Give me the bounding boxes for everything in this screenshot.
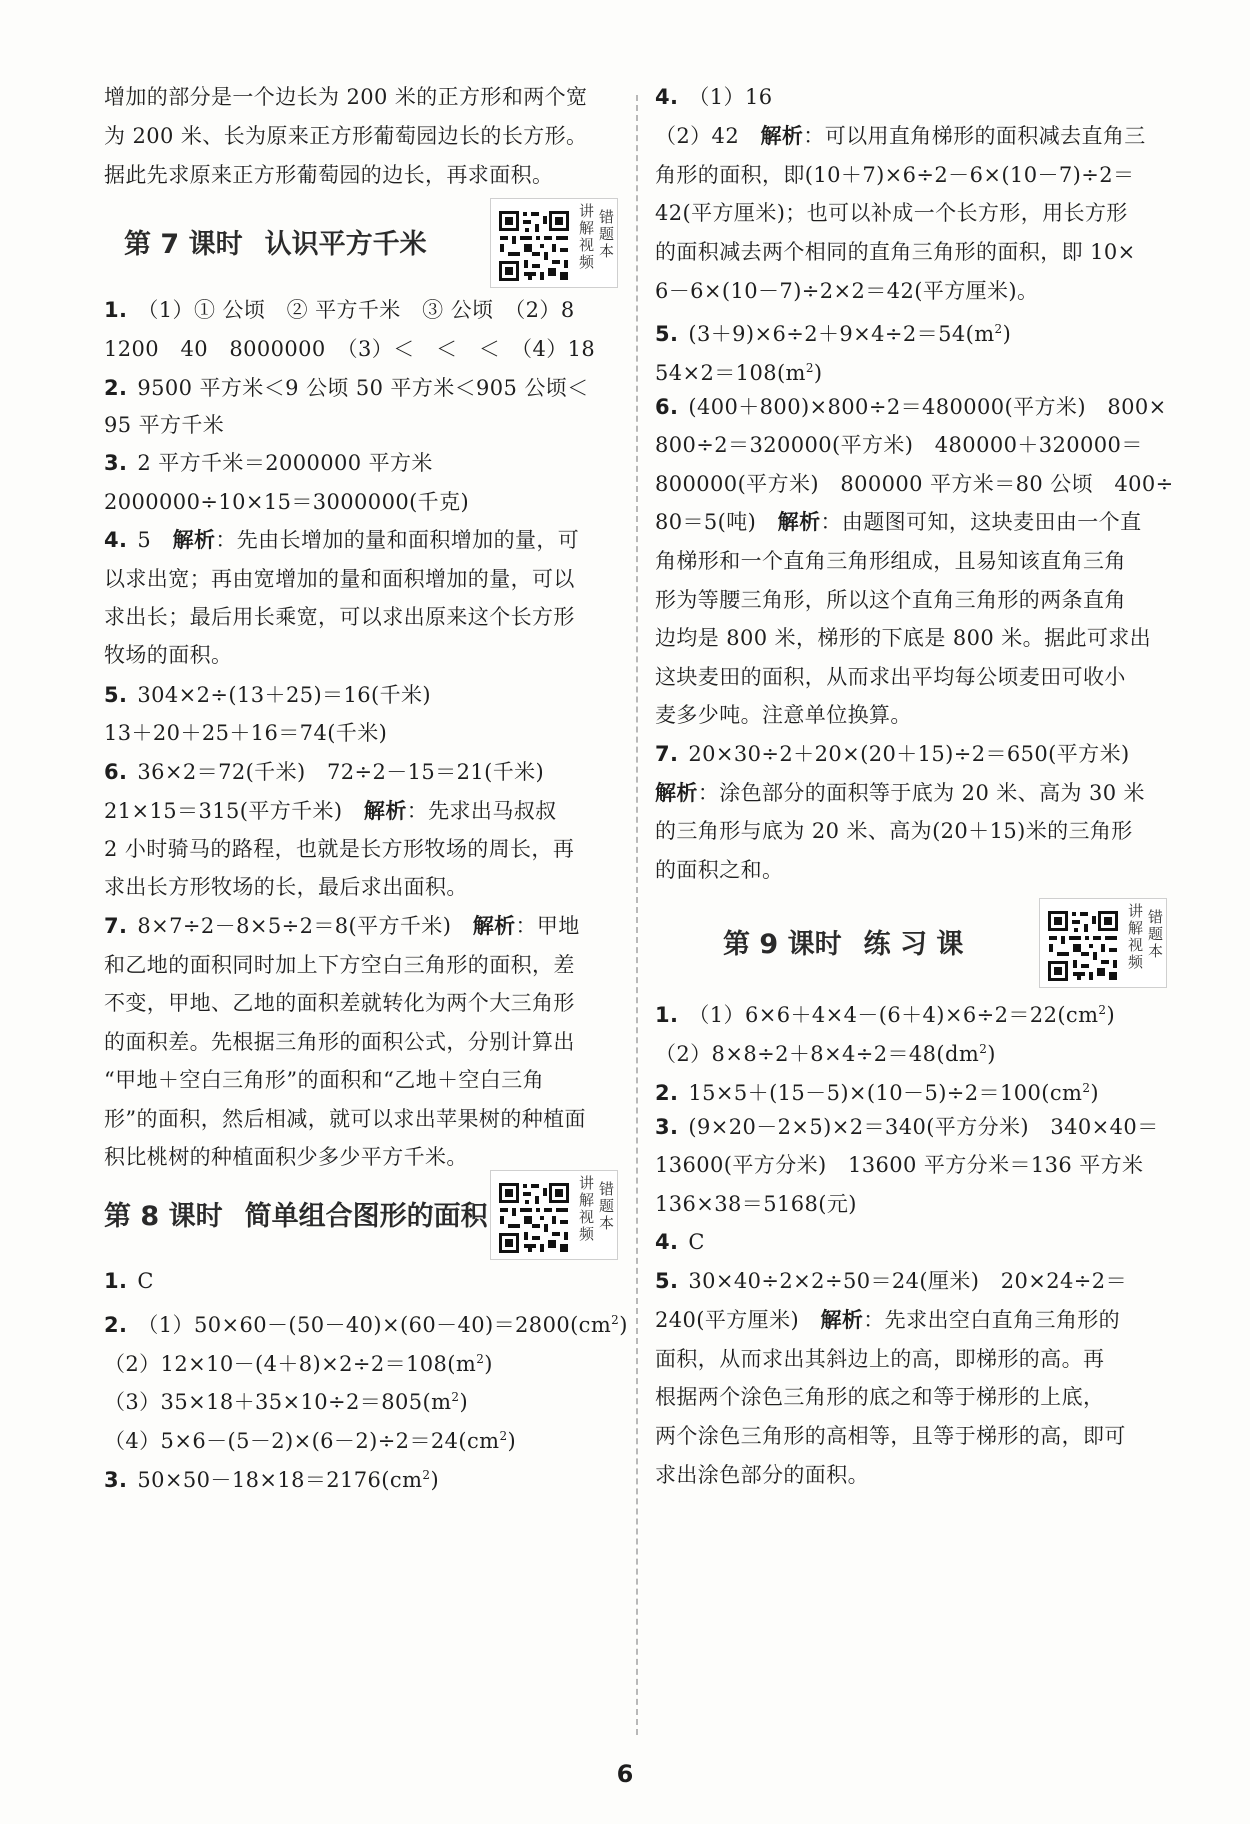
s9-q5-line-2: 240(平方厘米) 解析：先求出空白直角三角形的: [655, 1308, 1121, 1332]
qr-code[interactable]: 讲解视频 错题本: [490, 1170, 618, 1260]
s7-q1-line-2: 1200 40 8000000 （3）＜ ＜ ＜ （4）18: [104, 337, 596, 361]
intro-line-1: 增加的部分是一个边长为 200 米的正方形和两个宽: [104, 85, 588, 109]
r-q6-line-1: 6. (400＋800)×800÷2＝480000(平方米) 800×: [655, 395, 1167, 419]
s7-q6-line-3: 2 小时骑马的路程，也就是长方形牧场的周长，再: [104, 837, 575, 861]
s9-q5-line-3: 面积，从而求出其斜边上的高，即梯形的高。再: [655, 1347, 1105, 1371]
s8-q2-line-2: $(2)12\times 10-(4+8)\times 2\div 2=108(m^2)$: [104, 1352, 493, 1376]
r-q6-line-6: 形为等腰三角形，所以这个直角三角形的两条直角: [655, 588, 1126, 612]
qr-code[interactable]: 讲解视频 错题本: [490, 198, 618, 288]
s7-q7-line-5: “甲地＋空白三角形”的面积和“乙地＋空白三角: [104, 1068, 545, 1092]
s8-q2-line-3: $(3)35\times 18+35\times 10\div 2=805(m^2)$: [104, 1390, 469, 1414]
s7-q5-line-2: 13＋20＋25＋16＝74(千米): [104, 721, 388, 745]
r-q4-line-4: 42(平方厘米)；也可以补成一个长方形，用长方形: [655, 201, 1128, 225]
r-q7-line-3: 的三角形与底为 20 米、高为(20＋15)米的三角形: [655, 819, 1133, 843]
intro-line-3: 据此先求原来正方形葡萄园的边长，再求面积。: [104, 163, 554, 187]
s7-q2-line-1: 2. 9500 平方米＜9 公顷 50 平方米＜905 公顷＜: [104, 376, 589, 400]
s9-q5-line-5: 两个涂色三角形的高相等，且等于梯形的高，即可: [655, 1424, 1126, 1448]
s7-q7-line-3: 不变，甲地、乙地的面积差就转化为两个大三角形: [104, 991, 575, 1015]
s9-q5-line-1: 5. 30×40÷2×2÷50＝24(厘米) 20×24÷2＝: [655, 1269, 1127, 1293]
r-q5-line-1: 5. $(3+9)\times 6\div 2+9\times 4\div 2=54(m^2)$: [655, 322, 1012, 346]
s7-q6-line-1: 6. 36×2＝72(千米) 72÷2－15＝21(千米): [104, 760, 545, 784]
s7-q4-line-1: 4. 5 解析：先由长增加的量和面积增加的量，可: [104, 528, 580, 552]
s9-q5-line-4: 根据两个涂色三角形的底之和等于梯形的上底，: [655, 1385, 1105, 1409]
qr-code-icon: [497, 1181, 573, 1257]
r-q6-line-9: 麦多少吨。注意单位换算。: [655, 703, 912, 727]
section-7-title: 第 7 课时 认识平方千米: [124, 229, 427, 260]
s8-q1: 1. C: [104, 1269, 154, 1293]
section-8-heading: [104, 1170, 620, 1260]
s7-q7-line-7: 积比桃树的种植面积少多少平方千米。: [104, 1145, 468, 1169]
s9-q3-line-1: 3. (9×20－2×5)×2＝340(平方分米) 340×40＝: [655, 1115, 1159, 1139]
r-q6-line-8: 这块麦田的面积，从而求出平均每公顷麦田可收小: [655, 665, 1126, 689]
s7-q3-line-2: 2000000÷10×15＝3000000(千克): [104, 490, 470, 514]
s7-q7-line-1: 7. 8×7÷2－8×5÷2＝8(平方千米) 解析：甲地: [104, 914, 580, 938]
s9-q1-line-1: 1. $(1)6\times 6+4\times 4-(6+4)\times 6\div 2=22(cm^2)$: [655, 1003, 1116, 1027]
section-8-title: 第 8 课时 简单组合图形的面积: [104, 1201, 488, 1232]
r-q4-line-3: 角形的面积，即(10＋7)×6÷2－6×(10－7)÷2＝: [655, 163, 1135, 187]
s7-q4-line-3: 求出长；最后用长乘宽，可以求出原来这个长方形: [104, 605, 575, 629]
s9-q5-line-6: 求出涂色部分的面积。: [655, 1463, 869, 1487]
r-q6-line-7: 边均是 800 米，梯形的下底是 800 米。据此可求出: [655, 626, 1152, 650]
s9-q1-line-2: $(2)8\times 8\div 2+8\times 4\div 2=48(dm^2)$: [655, 1042, 996, 1066]
r-q6-line-4: 80＝5(吨) 解析：由题图可知，这块麦田由一个直: [655, 510, 1142, 534]
r-q6-line-2: 800÷2＝320000(平方米) 480000＋320000＝: [655, 433, 1143, 457]
s7-q4-line-4: 牧场的面积。: [104, 643, 233, 667]
intro-line-2: 为 200 米、长为原来正方形葡萄园边长的长方形。: [104, 124, 588, 148]
r-q5-line-2: $54\times 2=108(m^2)$: [655, 361, 823, 385]
s9-q4: 4. C: [655, 1230, 705, 1254]
qr-code[interactable]: 讲解视频 错题本: [1039, 898, 1167, 988]
s9-q3-line-3: 136×38＝5168(元): [655, 1192, 857, 1216]
section-9-title: 第 9 课时 练 习 课: [723, 929, 964, 960]
page-number: 6: [616, 1760, 634, 1788]
r-q4-line-5: 的面积减去两个相同的直角三角形的面积，即 10×: [655, 240, 1136, 264]
s7-q7-line-2: 和乙地的面积同时加上下方空白三角形的面积，差: [104, 953, 575, 977]
r-q4-line-2: （2）42 解析：可以用直角梯形的面积减去直角三: [655, 124, 1146, 148]
s8-q2-line-4: $(4)5\times 6-(5-2)\times(6-2)\div 2=24(cm^2)$: [104, 1429, 517, 1453]
section-7-heading: [104, 198, 620, 288]
r-q6-line-3: 800000(平方米) 800000 平方米＝80 公顷 400÷: [655, 472, 1174, 496]
column-divider: [636, 95, 638, 1735]
s8-q3: 3. $50\times 50-18\times 18=2176(cm^2)$: [104, 1468, 440, 1492]
s7-q6-line-2: 21×15＝315(平方千米) 解析：先求出马叔叔: [104, 799, 557, 823]
s8-q2-line-1: 2. $(1)50\times 60-(50-40)\times(60-40)=2800(cm^2)$: [104, 1313, 628, 1337]
s7-q7-line-6: 形”的面积，然后相减，就可以求出苹果树的种植面: [104, 1107, 586, 1131]
r-q4-line-6: 6－6×(10－7)÷2×2＝42(平方厘米)。: [655, 279, 1039, 303]
r-q4-line-1: 4. （1）16: [655, 85, 773, 109]
s7-q3-line-1: 3. 2 平方千米＝2000000 平方米: [104, 451, 433, 475]
qr-code-icon: [497, 209, 573, 285]
qr-code-icon: [1046, 909, 1122, 985]
s7-q4-line-2: 以求出宽；再由宽增加的量和面积增加的量，可以: [104, 567, 575, 591]
s9-q3-line-2: 13600(平方分米) 13600 平方分米＝136 平方米: [655, 1153, 1144, 1177]
s7-q2-line-2: 95 平方千米: [104, 413, 225, 437]
s7-q5-line-1: 5. 304×2÷(13＋25)＝16(千米): [104, 683, 431, 707]
s7-q6-line-4: 求出长方形牧场的长，最后求出面积。: [104, 875, 468, 899]
r-q7-line-1: 7. 20×30÷2＋20×(20＋15)÷2＝650(平方米): [655, 742, 1130, 766]
r-q6-line-5: 角梯形和一个直角三角形组成，且易知该直角三角: [655, 549, 1126, 573]
s7-q7-line-4: 的面积差。先根据三角形的面积公式，分别计算出: [104, 1030, 575, 1054]
s9-q2: 2. $15\times 5+(15-5)\times(10-5)\div 2=100(cm^2)$: [655, 1081, 1099, 1105]
r-q7-line-2: 解析：涂色部分的面积等于底为 20 米、高为 30 米: [655, 781, 1145, 805]
r-q7-line-4: 的面积之和。: [655, 858, 784, 882]
section-9-heading: [655, 898, 1170, 988]
s7-q1-line-1: 1. （1）① 公顷 ② 平方千米 ③ 公顷 （2）8: [104, 298, 575, 322]
